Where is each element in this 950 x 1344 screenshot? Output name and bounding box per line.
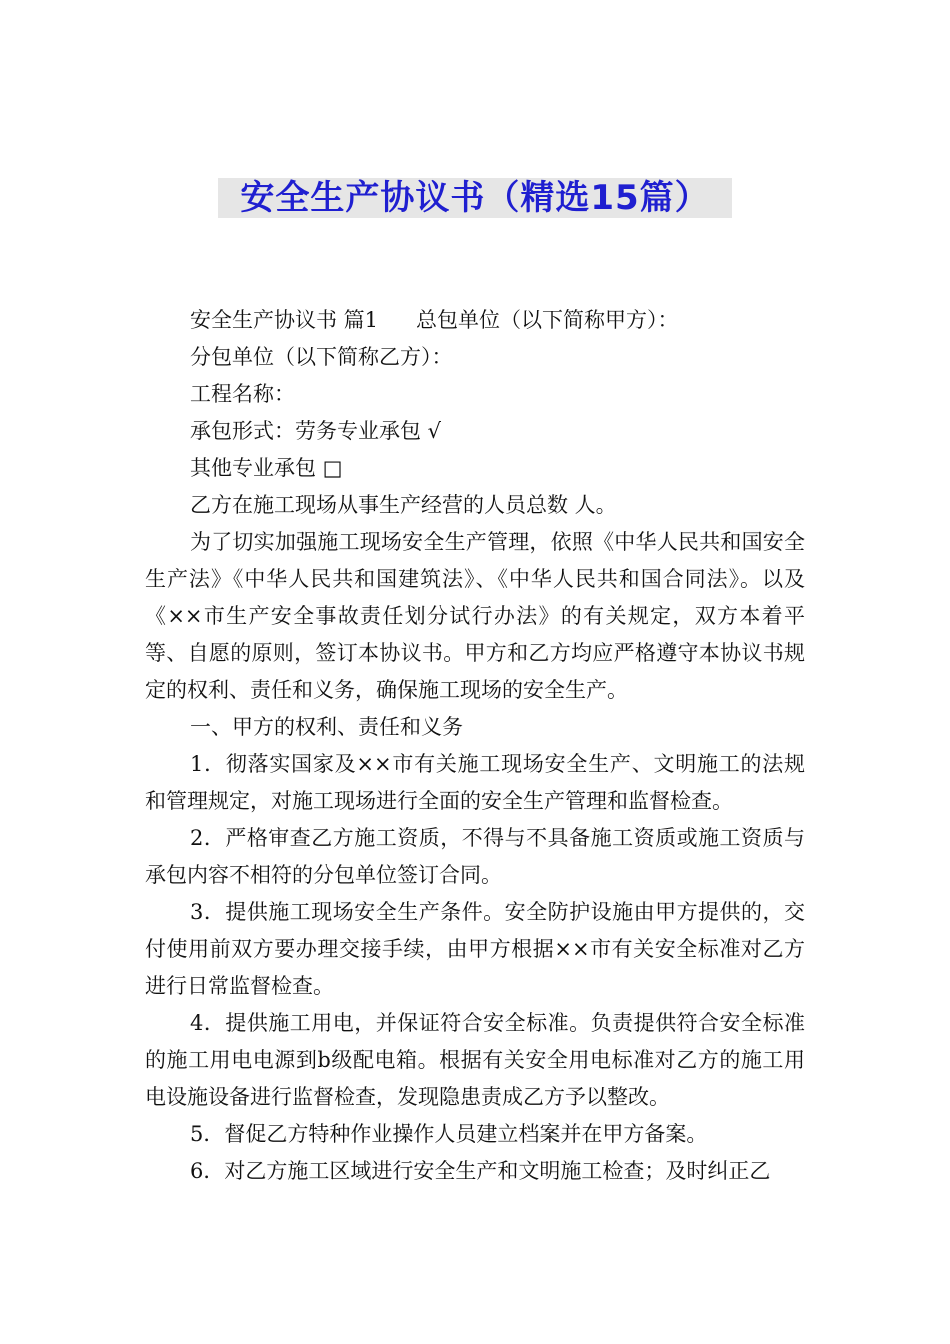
general-contractor-field: 总包单位（以下简称甲方）： [416, 308, 679, 332]
subcontractor-field: 分包单位（以下简称乙方）： [190, 345, 453, 369]
clause-5: 5．督促乙方特种作业操作人员建立档案并在甲方备案。 [190, 1122, 708, 1146]
document-title: 安全生产协议书（精选15篇） [218, 178, 732, 218]
paragraph-heading-line [145, 302, 805, 339]
worker-count-paragraph: 乙方在施工现场从事生产经营的人员总数 人。 [190, 493, 617, 517]
preamble-paragraph: 为了切实加强施工现场安全生产管理，依照《中华人民共和国安全生产法》《中华人民共和国建筑法》、《中华人民共和国合同法》。以及《××市生产安全事故责任划分试行办法》的有关规定，双方本着平等、自愿的原则，签订本协议书。甲方和乙方均应严格遵守本协议书规定的权利、责任和义务，确保施工现场的安全生产。 [145, 530, 805, 702]
clause-3: 3．提供施工现场安全生产条件。安全防护设施由甲方提供的，交付使用前双方要办理交接手续，由甲方根据××市有关安全标准对乙方进行日常监督检查。 [145, 900, 805, 998]
document-body [145, 302, 805, 1190]
contract-form-field: 承包形式：劳务专业承包 √ [190, 419, 442, 443]
clause-1: 1．彻落实国家及××市有关施工现场安全生产、文明施工的法规和管理规定，对施工现场进行全面的安全生产管理和监督检查。 [145, 752, 805, 813]
other-contract-option: 其他专业承包 □ [190, 456, 343, 480]
section-heading-party-a: 一、甲方的权利、责任和义务 [190, 715, 463, 739]
clause-4: 4．提供施工用电，并保证符合安全标准。负责提供符合安全标准的施工用电电源到b级配电箱。根据有关安全用电标准对乙方的施工用电设施设备进行监督检查，发现隐患责成乙方予以整改。 [145, 1011, 805, 1109]
project-name-field: 工程名称： [190, 382, 295, 406]
section-label: 安全生产协议书 篇1 [190, 308, 379, 332]
clause-6: 6．对乙方施工区域进行安全生产和文明施工检查；及时纠正乙 [190, 1159, 771, 1183]
clause-2: 2．严格审查乙方施工资质，不得与不具备施工资质或施工资质与承包内容不相符的分包单位签订合同。 [145, 826, 805, 887]
